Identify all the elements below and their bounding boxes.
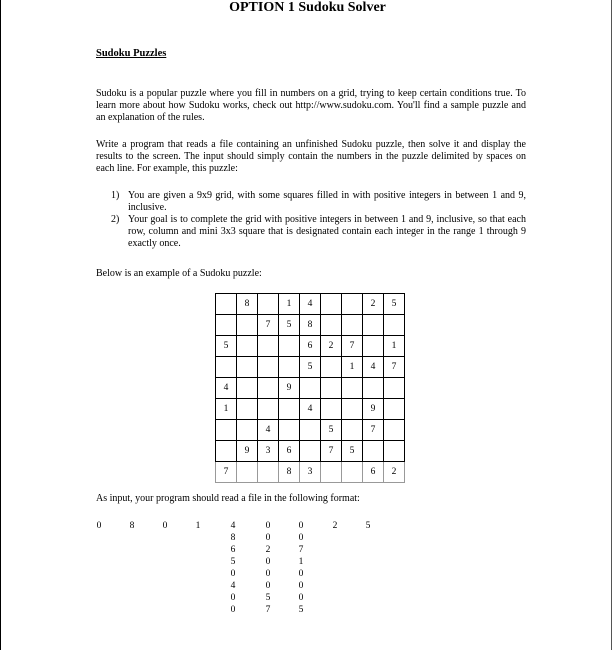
input-value: 1 xyxy=(195,521,201,531)
input-value: 1 xyxy=(298,557,304,567)
sudoku-cell: 4 xyxy=(363,357,384,378)
input-value: 8 xyxy=(230,533,236,543)
sudoku-cell: 3 xyxy=(300,462,321,483)
input-value: 4 xyxy=(230,581,236,591)
task-paragraph: Write a program that reads a file containing an unfinished Sudoku puzzle, then solve it and display the results to the screen. The input should simply contain the numbers in the puzzle delimited by spaces on each line. For example, this puzzle: xyxy=(96,139,526,174)
input-value: 0 xyxy=(298,533,304,543)
input-value: 5 xyxy=(365,521,371,531)
sudoku-cell: 7 xyxy=(321,441,342,462)
input-value: 0 xyxy=(96,521,102,531)
sudoku-cell: 5 xyxy=(279,315,300,336)
input-value: 5 xyxy=(265,593,271,603)
list-number: 2) xyxy=(111,214,120,225)
input-value: 7 xyxy=(298,545,304,555)
list-number: 1) xyxy=(111,190,120,201)
sudoku-cell: 6 xyxy=(363,462,384,483)
sudoku-cell: 4 xyxy=(300,399,321,420)
sudoku-cell: 7 xyxy=(363,420,384,441)
input-value: 0 xyxy=(265,581,271,591)
section-heading: Sudoku Puzzles xyxy=(96,48,167,59)
list-text: You are given a 9x9 grid, with some squares filled in with positive integers in between 1 and 9, inclusive. xyxy=(128,190,526,213)
input-value: 5 xyxy=(298,605,304,615)
sudoku-cell: 8 xyxy=(300,315,321,336)
input-value: 0 xyxy=(265,557,271,567)
sudoku-cell: 9 xyxy=(279,378,300,399)
document-title: OPTION 1 Sudoku Solver xyxy=(229,0,386,15)
input-value: 0 xyxy=(298,521,304,531)
sudoku-cell: 9 xyxy=(237,441,258,462)
list-text: Your goal is to complete the grid with positive integers in between 1 and 9, inclusive, so that each row, column and mini 3x3 square that is designated contain each integer in the range 1 through 9 exactly once. xyxy=(128,214,526,249)
sudoku-cell: 1 xyxy=(216,399,237,420)
sudoku-cell: 5 xyxy=(321,420,342,441)
sudoku-cell: 2 xyxy=(363,294,384,315)
input-value: 0 xyxy=(230,569,236,579)
input-value: 0 xyxy=(265,533,271,543)
input-value: 6 xyxy=(230,545,236,555)
sudoku-cell: 4 xyxy=(258,420,279,441)
sudoku-cell: 1 xyxy=(384,336,405,357)
input-intro: As input, your program should read a file in the following format: xyxy=(96,493,360,504)
sudoku-cell: 8 xyxy=(279,462,300,483)
sudoku-cell: 8 xyxy=(237,294,258,315)
input-value: 2 xyxy=(265,545,271,555)
sudoku-cell: 5 xyxy=(300,357,321,378)
input-value: 0 xyxy=(298,569,304,579)
sudoku-cell: 1 xyxy=(279,294,300,315)
input-value: 7 xyxy=(265,605,271,615)
input-value: 0 xyxy=(298,581,304,591)
input-value: 0 xyxy=(162,521,168,531)
sudoku-cell: 9 xyxy=(363,399,384,420)
sudoku-cell: 7 xyxy=(384,357,405,378)
sudoku-cell: 2 xyxy=(384,462,405,483)
input-format-matrix xyxy=(1,0,613,650)
example-intro: Below is an example of a Sudoku puzzle: xyxy=(96,268,262,279)
sudoku-cell: 2 xyxy=(321,336,342,357)
sudoku-cell: 6 xyxy=(279,441,300,462)
sudoku-cell: 6 xyxy=(300,336,321,357)
input-value: 8 xyxy=(129,521,135,531)
input-value: 4 xyxy=(230,521,236,531)
sudoku-cell: 5 xyxy=(216,336,237,357)
sudoku-cell: 5 xyxy=(384,294,405,315)
sudoku-cell: 7 xyxy=(258,315,279,336)
input-value: 0 xyxy=(230,593,236,603)
sudoku-cell: 7 xyxy=(342,336,363,357)
sudoku-cell: 3 xyxy=(258,441,279,462)
input-value: 0 xyxy=(265,569,271,579)
sudoku-cell: 4 xyxy=(216,378,237,399)
input-value: 0 xyxy=(298,593,304,603)
intro-paragraph: Sudoku is a popular puzzle where you fill in numbers on a grid, trying to keep certain conditions true. To learn more about how Sudoku works, check out http://www.sudoku.com. You'll find a sample puzzle and an explanation of the rules. xyxy=(96,88,526,123)
sudoku-cell: 7 xyxy=(216,462,237,483)
sudoku-cell: 4 xyxy=(300,294,321,315)
sudoku-cell: 5 xyxy=(342,441,363,462)
input-value: 2 xyxy=(332,521,338,531)
input-value: 0 xyxy=(230,605,236,615)
input-value: 0 xyxy=(265,521,271,531)
sudoku-cell: 1 xyxy=(342,357,363,378)
input-value: 5 xyxy=(230,557,236,567)
